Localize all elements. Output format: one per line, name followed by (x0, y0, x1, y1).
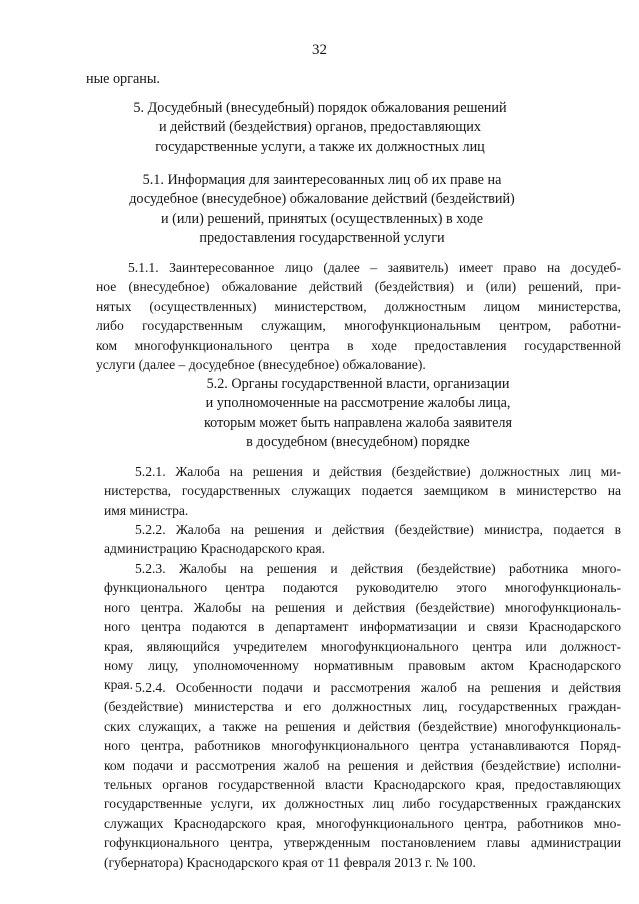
section-5-2-heading: 5.2. Органы государственной власти, организации и уполномоченные на рассмотрение жалобы лица, которым может быть направлена жалоба заявителя в досудебном (внесудебном) порядке (204, 376, 512, 451)
paragraph-5-2-4: 5.2.4. Особенности подачи и рассмотрения жалоб на решения и действия (бездействие) министерства и его должностных лиц, государственных граждан- ских служащих, а также на решения и действия (бездействие) многофункциональ- ного центра, работников многофункционального центра устанавливаются Поряд- ком подачи и рассмотрения жалоб на решения и действия (бездействие) исполни- тельных органов государственной власти Краснодарского края, предоставляющих государственные услуги, их должностных лиц либо государственных гражданских служащих Краснодарского края, многофункционального центра, работников мно- гофункционального центра, утвержденным постановлением главы администрации (губернатора) Краснодарского края от 11 февраля 2013 г. № 100. (104, 680, 621, 870)
page-number: 32 (312, 42, 327, 58)
paragraph-5-1-1: 5.1.1. Заинтересованное лицо (далее – заявитель) имеет право на досудеб- ное (внесудебное) обжалование действий (бездействия) и (или) решений, при- нятых (осуществленных) министерством, должностным лицом министерства, либо государственным служащим, многофункциональным центром, работни- ком многофункционального центра в ходе предоставления государственной услуги (далее – досудебное (внесудебное) обжалование). (96, 260, 621, 373)
section-5-1-heading: 5.1. Информация для заинтересованных лиц об их праве на досудебное (внесудебное) обжалование действий (бездействий) и (или) решений, принятых (осуществленных) в ходе предоставления государственной услуги (129, 172, 515, 247)
paragraph-5-2-1: 5.2.1. Жалоба на решения и действия (бездействие) должностных лиц ми- нистерства, государственных служащих подается заемщиком в министерство на имя министра. (104, 464, 621, 518)
paragraph-5-2-3: 5.2.3. Жалобы на решения и действия (бездействие) работника много- функционального центра подаются руководителю этого многофункциональ- ного центра. Жалобы на решения и действия (бездействие) многофункциональ- ного центра подаются в департамент информатизации и связи Краснодарского края, являющийся учредителем многофункционального центра или должност- ному лицу, уполномоченному нормативным правовым актом Краснодарского края. (104, 561, 621, 693)
continuation-text: ные органы. (86, 71, 160, 87)
section-5-heading: 5. Досудебный (внесудебный) порядок обжалования решений и действий (бездействия) органов, предоставляющих государственные услуги, а также их должностных лиц (133, 100, 507, 155)
paragraph-5-2-2: 5.2.2. Жалоба на решения и действия (бездействие) министра, подается в администрацию Краснодарского края. (104, 522, 621, 557)
